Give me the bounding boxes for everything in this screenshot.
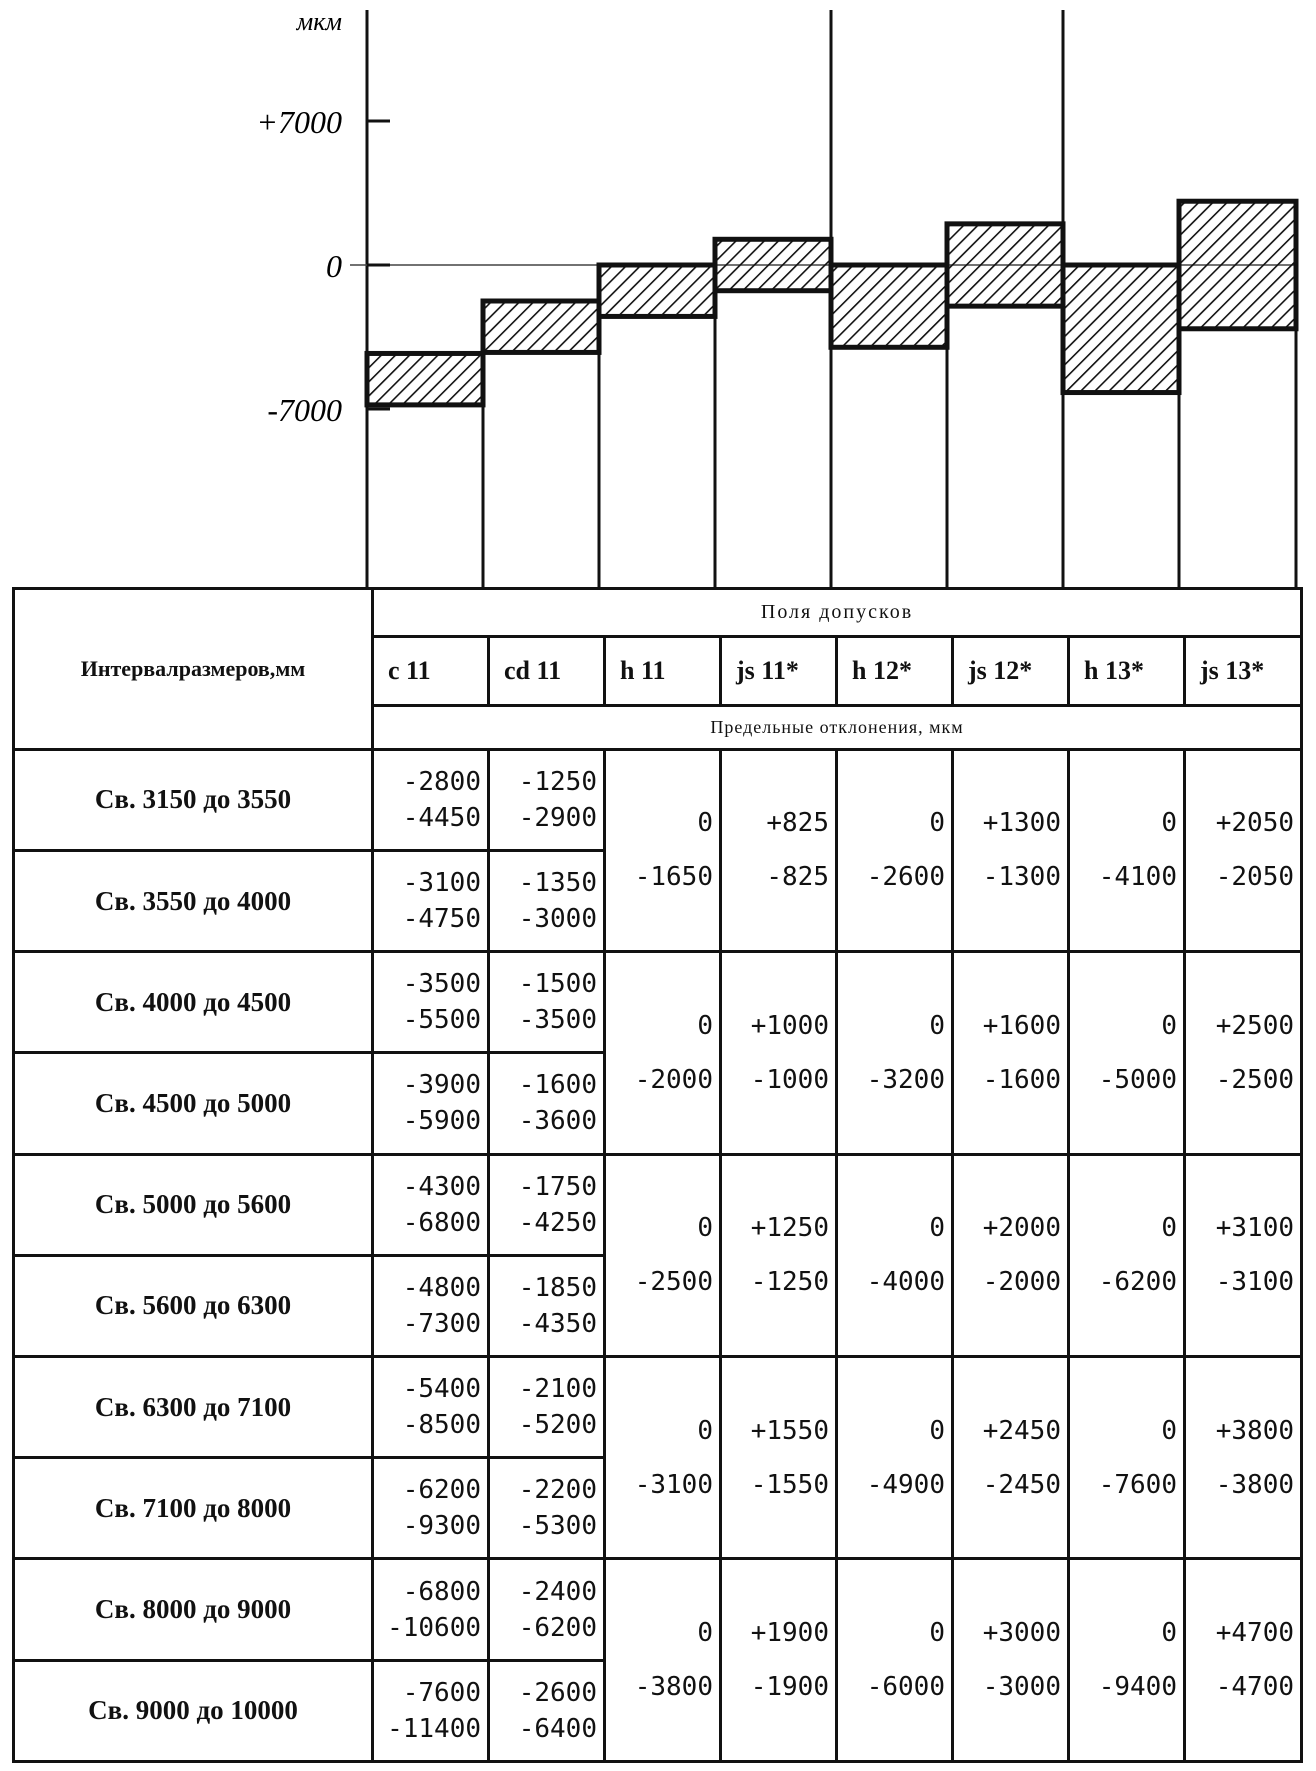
cd11-cell xyxy=(489,1357,605,1458)
cd11-cell xyxy=(489,1559,605,1660)
h12-cell-value: 0 xyxy=(929,1415,945,1446)
cd11-cell xyxy=(489,1255,605,1356)
js12-cell xyxy=(953,1559,1069,1762)
js11-cell-value: +1550 xyxy=(750,1415,829,1446)
h11-cell-value: -2500 xyxy=(634,1267,713,1298)
h12-cell-value: 0 xyxy=(929,1213,945,1244)
cd11-cell-value: -1600 xyxy=(518,1070,597,1101)
cd11-cell xyxy=(489,749,605,850)
c11-cell-value: -3500 xyxy=(402,969,481,1000)
cd11-cell-value: -3500 xyxy=(518,1005,597,1036)
cd11-cell-value: -2600 xyxy=(518,1677,597,1708)
js12-cell-value: -2000 xyxy=(982,1267,1061,1298)
js12-cell xyxy=(953,749,1069,951)
js12-cell-value: +2450 xyxy=(982,1415,1061,1446)
field-header: h 12* xyxy=(837,637,953,706)
h11-cell-value: 0 xyxy=(697,1618,713,1649)
h13-cell-value: -6200 xyxy=(1098,1267,1177,1298)
js11-cell-value: -1250 xyxy=(750,1267,829,1298)
c11-cell-value: -5900 xyxy=(402,1106,481,1137)
size-interval-label: Св. 5000 до 5600 xyxy=(14,1154,373,1255)
js11-cell xyxy=(721,749,837,951)
interval-header xyxy=(14,589,373,750)
c11-cell-value: -2800 xyxy=(402,766,481,797)
js12-cell-value: -2450 xyxy=(982,1469,1061,1500)
tolerance-band-js13 xyxy=(1179,201,1296,329)
cd11-cell-value: -4250 xyxy=(518,1207,597,1238)
table-row xyxy=(14,749,1302,850)
c11-cell-value: -6800 xyxy=(402,1207,481,1238)
y-unit-label: мкм xyxy=(296,7,342,36)
field-header: js 11* xyxy=(721,637,837,706)
js13-cell-value: +2050 xyxy=(1215,808,1295,839)
c11-cell xyxy=(373,749,489,850)
h13-cell-value: 0 xyxy=(1161,1618,1177,1649)
c11-cell xyxy=(373,1458,489,1559)
js13-cell-value: +2500 xyxy=(1215,1010,1295,1041)
c11-cell xyxy=(373,1053,489,1154)
h13-cell-value: -7600 xyxy=(1098,1469,1177,1500)
h12-cell-value: -6000 xyxy=(866,1672,945,1703)
field-header: h 11 xyxy=(605,637,721,706)
y-tick-label: +7000 xyxy=(256,104,342,140)
h11-cell xyxy=(605,1559,721,1762)
cd11-cell-value: -6200 xyxy=(518,1612,597,1643)
h13-cell-value: -9400 xyxy=(1098,1672,1177,1703)
js11-cell-value: -825 xyxy=(766,862,829,893)
cd11-cell-value: -2200 xyxy=(518,1475,597,1506)
c11-cell-value: -4300 xyxy=(402,1171,481,1202)
js11-cell-value: +1000 xyxy=(750,1010,829,1041)
js11-cell xyxy=(721,1357,837,1559)
c11-cell xyxy=(373,1660,489,1761)
tolerance-band-cd11 xyxy=(483,301,599,352)
js12-cell-value: +1600 xyxy=(982,1010,1061,1041)
h11-cell-value: 0 xyxy=(697,1010,713,1041)
c11-cell-value: -4750 xyxy=(402,904,481,935)
y-tick-label: 0 xyxy=(326,248,342,284)
tolerance-fields-header: Поля допусков xyxy=(373,589,1302,637)
tolerance-band-js12 xyxy=(947,224,1063,306)
h11-cell xyxy=(605,952,721,1154)
tolerance-band-js11 xyxy=(715,239,831,290)
js13-cell-value: -3800 xyxy=(1215,1469,1295,1500)
cd11-cell-value: -1250 xyxy=(518,766,597,797)
cd11-cell-value: -6400 xyxy=(518,1713,597,1744)
js12-cell xyxy=(953,1357,1069,1559)
js12-cell-value: +2000 xyxy=(982,1213,1061,1244)
h12-cell xyxy=(837,1154,953,1356)
js12-cell-value: +3000 xyxy=(982,1618,1061,1649)
size-interval-label: Св. 9000 до 10000 xyxy=(14,1660,373,1761)
y-tick-label: -7000 xyxy=(267,392,342,428)
c11-cell-value: -10600 xyxy=(387,1612,481,1643)
h13-cell xyxy=(1069,952,1185,1154)
size-interval-label: Св. 4000 до 4500 xyxy=(14,952,373,1053)
c11-cell-value: -8500 xyxy=(402,1410,481,1441)
js12-cell xyxy=(953,952,1069,1154)
js11-cell-value: +825 xyxy=(766,808,829,839)
js13-cell-value: -3100 xyxy=(1215,1267,1295,1298)
c11-cell-value: -3100 xyxy=(402,868,481,899)
c11-cell-value: -9300 xyxy=(402,1511,481,1542)
h12-cell-value: 0 xyxy=(929,1618,945,1649)
h11-cell-value: -2000 xyxy=(634,1064,713,1095)
js13-cell xyxy=(1185,1559,1302,1762)
cd11-cell xyxy=(489,850,605,951)
cd11-cell xyxy=(489,1660,605,1761)
c11-cell-value: -11400 xyxy=(387,1713,481,1744)
field-header: h 13* xyxy=(1069,637,1185,706)
cd11-cell xyxy=(489,1458,605,1559)
h12-cell-value: 0 xyxy=(929,808,945,839)
c11-cell-value: -4800 xyxy=(402,1272,481,1303)
c11-cell xyxy=(373,1255,489,1356)
c11-cell-value: -5400 xyxy=(402,1374,481,1405)
js11-cell-value: +1900 xyxy=(750,1618,829,1649)
js13-cell-value: -4700 xyxy=(1215,1672,1295,1703)
cd11-cell-value: -2900 xyxy=(518,802,597,833)
field-header: js 12* xyxy=(953,637,1069,706)
cd11-cell-value: -1500 xyxy=(518,969,597,1000)
tolerance-field-chart xyxy=(0,0,1316,590)
js13-cell xyxy=(1185,749,1302,951)
h11-cell-value: -3800 xyxy=(634,1672,713,1703)
cd11-cell-value: -1850 xyxy=(518,1272,597,1303)
c11-cell xyxy=(373,1559,489,1660)
js12-cell-value: -1300 xyxy=(982,862,1061,893)
cd11-cell-value: -5300 xyxy=(518,1511,597,1542)
js11-cell-value: -1550 xyxy=(750,1469,829,1500)
js13-cell-value: +3100 xyxy=(1215,1213,1295,1244)
size-interval-label: Св. 3150 до 3550 xyxy=(14,749,373,850)
c11-cell xyxy=(373,1357,489,1458)
c11-cell-value: -6200 xyxy=(402,1475,481,1506)
h13-cell xyxy=(1069,1154,1185,1356)
cd11-cell xyxy=(489,1154,605,1255)
h13-cell-value: 0 xyxy=(1161,1415,1177,1446)
h13-cell-value: 0 xyxy=(1161,808,1177,839)
field-header: c 11 xyxy=(373,637,489,706)
h13-cell-value: -5000 xyxy=(1098,1064,1177,1095)
js13-cell-value: +3800 xyxy=(1215,1415,1295,1446)
js11-cell-value: +1250 xyxy=(750,1213,829,1244)
c11-cell-value: -6800 xyxy=(402,1576,481,1607)
js13-cell xyxy=(1185,952,1302,1154)
js12-cell-value: +1300 xyxy=(982,808,1061,839)
interval-header-value: мм xyxy=(275,655,306,681)
c11-cell-value: -4450 xyxy=(402,802,481,833)
cd11-cell-value: -3600 xyxy=(518,1106,597,1137)
table-row xyxy=(14,1154,1302,1255)
c11-cell-value: -7600 xyxy=(402,1677,481,1708)
js13-cell xyxy=(1185,1154,1302,1356)
h12-cell-value: -2600 xyxy=(866,862,945,893)
js11-cell-value: -1000 xyxy=(750,1064,829,1095)
cd11-cell-value: -1350 xyxy=(518,868,597,899)
c11-cell-value: -7300 xyxy=(402,1308,481,1339)
interval-header-value: размеров, xyxy=(178,655,276,681)
size-interval-label: Св. 6300 до 7100 xyxy=(14,1357,373,1458)
field-header: cd 11 xyxy=(489,637,605,706)
h13-cell-value: 0 xyxy=(1161,1010,1177,1041)
h12-cell xyxy=(837,1357,953,1559)
h12-cell-value: -3200 xyxy=(866,1064,945,1095)
h11-cell xyxy=(605,1154,721,1356)
js13-cell-value: -2500 xyxy=(1215,1064,1295,1095)
js12-cell xyxy=(953,1154,1069,1356)
table-row xyxy=(14,1357,1302,1458)
h12-cell-value: -4000 xyxy=(866,1267,945,1298)
js11-cell xyxy=(721,1154,837,1356)
js12-cell-value: -1600 xyxy=(982,1064,1061,1095)
cd11-cell-value: -2400 xyxy=(518,1576,597,1607)
h11-cell-value: 0 xyxy=(697,1415,713,1446)
size-interval-label: Св. 8000 до 9000 xyxy=(14,1559,373,1660)
js13-cell xyxy=(1185,1357,1302,1559)
deviations-header: Предельные отклонения, мкм xyxy=(373,705,1302,749)
tolerance-band-c11 xyxy=(367,353,483,404)
size-interval-label: Св. 5600 до 6300 xyxy=(14,1255,373,1356)
tolerance-band-h13 xyxy=(1063,265,1179,393)
h11-cell-value: -1650 xyxy=(634,862,713,893)
h11-cell xyxy=(605,749,721,951)
js11-cell-value: -1900 xyxy=(750,1672,829,1703)
c11-cell-value: -5500 xyxy=(402,1005,481,1036)
tolerance-band-h12 xyxy=(831,265,947,347)
h12-cell-value: 0 xyxy=(929,1010,945,1041)
js11-cell xyxy=(721,1559,837,1762)
h11-cell-value: 0 xyxy=(697,1213,713,1244)
size-interval-label: Св. 4500 до 5000 xyxy=(14,1053,373,1154)
c11-cell xyxy=(373,850,489,951)
size-interval-label: Св. 7100 до 8000 xyxy=(14,1458,373,1559)
js13-cell-value: -2050 xyxy=(1215,862,1295,893)
js13-cell-value: +4700 xyxy=(1215,1618,1295,1649)
h11-cell xyxy=(605,1357,721,1559)
cd11-cell-value: -3000 xyxy=(518,904,597,935)
cd11-cell-value: -1750 xyxy=(518,1171,597,1202)
cd11-cell-value: -2100 xyxy=(518,1374,597,1405)
cd11-cell xyxy=(489,952,605,1053)
size-interval-label: Св. 3550 до 4000 xyxy=(14,850,373,951)
field-header: js 13* xyxy=(1185,637,1302,706)
h12-cell xyxy=(837,952,953,1154)
cd11-cell xyxy=(489,1053,605,1154)
h13-cell-value: 0 xyxy=(1161,1213,1177,1244)
tolerance-band-h11 xyxy=(599,265,715,316)
h12-cell xyxy=(837,749,953,951)
h13-cell-value: -4100 xyxy=(1098,862,1177,893)
h12-cell xyxy=(837,1559,953,1762)
c11-cell-value: -3900 xyxy=(402,1070,481,1101)
h13-cell xyxy=(1069,1559,1185,1762)
h11-cell-value: 0 xyxy=(697,808,713,839)
js12-cell-value: -3000 xyxy=(982,1672,1061,1703)
js11-cell xyxy=(721,952,837,1154)
cd11-cell-value: -4350 xyxy=(518,1308,597,1339)
tolerance-table xyxy=(12,587,1303,1763)
table-row xyxy=(14,1559,1302,1660)
table-row xyxy=(14,952,1302,1053)
h12-cell-value: -4900 xyxy=(866,1469,945,1500)
h13-cell xyxy=(1069,749,1185,951)
cd11-cell-value: -5200 xyxy=(518,1410,597,1441)
interval-header-value: Интервал xyxy=(80,655,179,681)
h13-cell xyxy=(1069,1357,1185,1559)
c11-cell xyxy=(373,952,489,1053)
c11-cell xyxy=(373,1154,489,1255)
h11-cell-value: -3100 xyxy=(634,1469,713,1500)
